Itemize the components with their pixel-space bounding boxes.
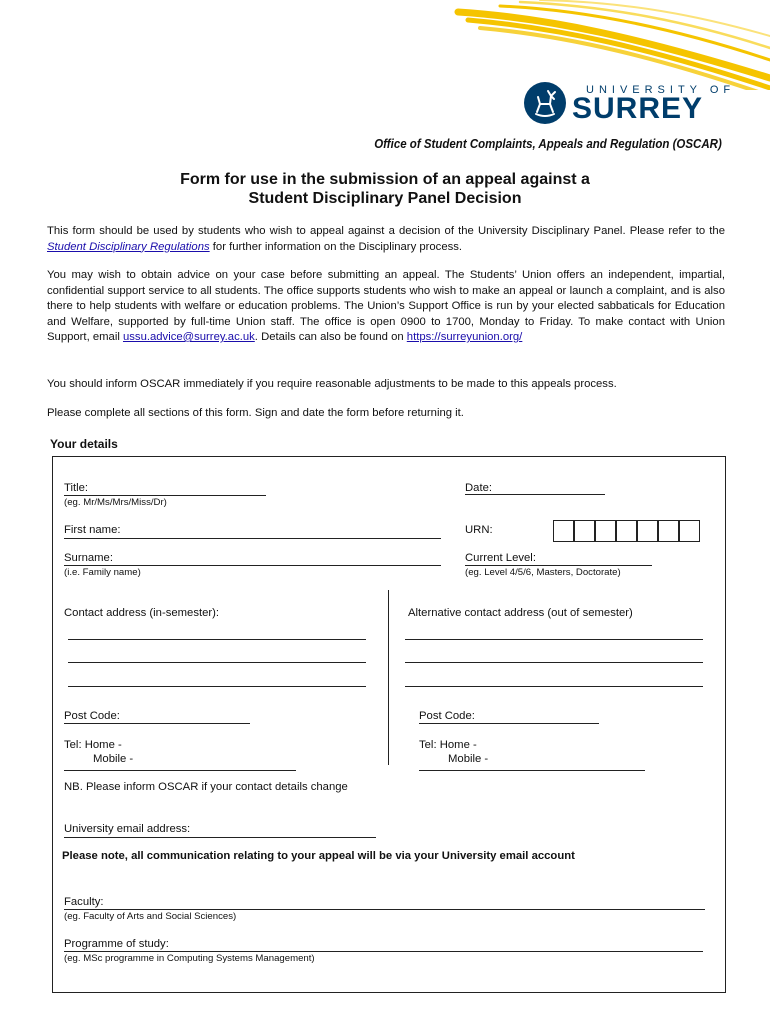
intro-paragraph-1: This form should be used by students who wish to appeal against a decision of the University Disciplinary Panel. Please refer to the Student Disciplinary Regulations for further information on the Disciplinary process. [47, 225, 725, 253]
current-level-input-line[interactable] [465, 565, 652, 566]
alt-tel-input-line[interactable] [419, 770, 645, 771]
alt-tel-home-label: Tel: Home - [419, 739, 477, 751]
alt-post-code-label: Post Code: [419, 710, 475, 722]
brand-swoosh-graphic [440, 0, 770, 90]
contact-address-line-3[interactable] [68, 686, 366, 687]
surname-input-line[interactable] [64, 565, 441, 566]
alt-address-line-3[interactable] [405, 686, 703, 687]
your-details-heading: Your details [50, 437, 118, 451]
email-communication-note: Please note, all communication relating to your appeal will be via your University email account [62, 850, 575, 862]
alt-tel-mobile-label: Mobile - [448, 753, 489, 765]
urn-digit-box[interactable] [553, 520, 574, 542]
logo-surrey-text: SURREY [572, 92, 704, 125]
post-code-input-line[interactable] [64, 723, 250, 724]
current-level-label: Current Level: [465, 552, 536, 564]
urn-digit-box[interactable] [616, 520, 637, 542]
tel-mobile-label: Mobile - [93, 753, 134, 765]
faculty-label: Faculty: [64, 896, 104, 908]
university-logo [524, 82, 736, 125]
title-label: Title: [64, 482, 89, 494]
urn-digit-box[interactable] [595, 520, 616, 542]
contact-address-label: Contact address (in-semester): [64, 607, 220, 619]
programme-hint: (eg. MSc programme in Computing Systems Management) [64, 953, 315, 964]
form-title-line-1: Form for use in the submission of an appeal against a [180, 171, 590, 188]
form-title-line-2: Student Disciplinary Panel Decision [248, 190, 522, 207]
alt-post-code-input-line[interactable] [419, 723, 599, 724]
alt-address-line-1[interactable] [405, 639, 703, 640]
date-label: Date: [465, 482, 493, 494]
title-input-line[interactable] [64, 495, 266, 496]
logo-university-of-text: UNIVERSITY OF [586, 84, 736, 96]
surname-hint: (i.e. Family name) [64, 567, 141, 578]
faculty-hint: (eg. Faculty of Arts and Social Sciences) [64, 911, 237, 922]
programme-label: Programme of study: [64, 938, 169, 950]
first-name-input-line[interactable] [64, 538, 441, 539]
union-email-link[interactable]: ussu.advice@surrey.ac.uk [122, 331, 255, 343]
faculty-input-line[interactable] [64, 909, 705, 910]
intro-paragraph-3: You should inform OSCAR immediately if you require reasonable adjustments to be made to this appeals process. [47, 378, 617, 390]
first-name-label: First name: [64, 524, 121, 536]
intro-paragraph-4: Please complete all sections of this form. Sign and date the form before returning it. [47, 407, 464, 419]
current-level-hint: (eg. Level 4/5/6, Masters, Doctorate) [465, 567, 621, 578]
regulations-link[interactable]: Student Disciplinary Regulations [47, 240, 210, 253]
union-website-link[interactable]: https://surreyunion.org/ [406, 331, 523, 343]
urn-digit-box[interactable] [679, 520, 700, 542]
tel-home-label: Tel: Home - [64, 739, 122, 751]
urn-digit-box[interactable] [658, 520, 679, 542]
post-code-label: Post Code: [64, 710, 120, 722]
surname-label: Surname: [64, 552, 113, 564]
contact-address-line-2[interactable] [68, 662, 366, 663]
urn-digit-box[interactable] [574, 520, 595, 542]
contact-change-note: NB. Please inform OSCAR if your contact details change [64, 781, 348, 793]
office-heading: Office of Student Complaints, Appeals and Regulation (OSCAR) [374, 137, 722, 151]
alt-contact-address-label: Alternative contact address (out of semester) [408, 607, 633, 619]
university-email-input-line[interactable] [64, 837, 376, 838]
title-hint: (eg. Mr/Ms/Mrs/Miss/Dr) [64, 497, 167, 508]
tel-input-line[interactable] [64, 770, 296, 771]
contact-address-line-1[interactable] [68, 639, 366, 640]
stag-emblem-icon [524, 82, 566, 124]
urn-label: URN: [465, 524, 493, 536]
programme-input-line[interactable] [64, 951, 703, 952]
address-column-divider [388, 590, 389, 765]
intro-paragraph-2: You may wish to obtain advice on your case before submitting an appeal. The Students’ Union offers an independent, impartial, confidential support service to all students. The office supports students who wish to make an appeal or launch a complaint, and is also there to help students with welfare or education problems. The Union’s Support Office is run by your elected sabbaticals for Education and Welfare, supported by full-time Union staff. The office is open 0900 to 1700, Monday to Friday. To make contact with Union Support, email ussu.advice@surrey.ac.uk. Details can also be found on https://surreyunion.org/ [47, 269, 725, 343]
urn-digit-box[interactable] [637, 520, 658, 542]
alt-address-line-2[interactable] [405, 662, 703, 663]
university-email-label: University email address: [64, 823, 191, 835]
date-input-line[interactable] [465, 494, 605, 495]
